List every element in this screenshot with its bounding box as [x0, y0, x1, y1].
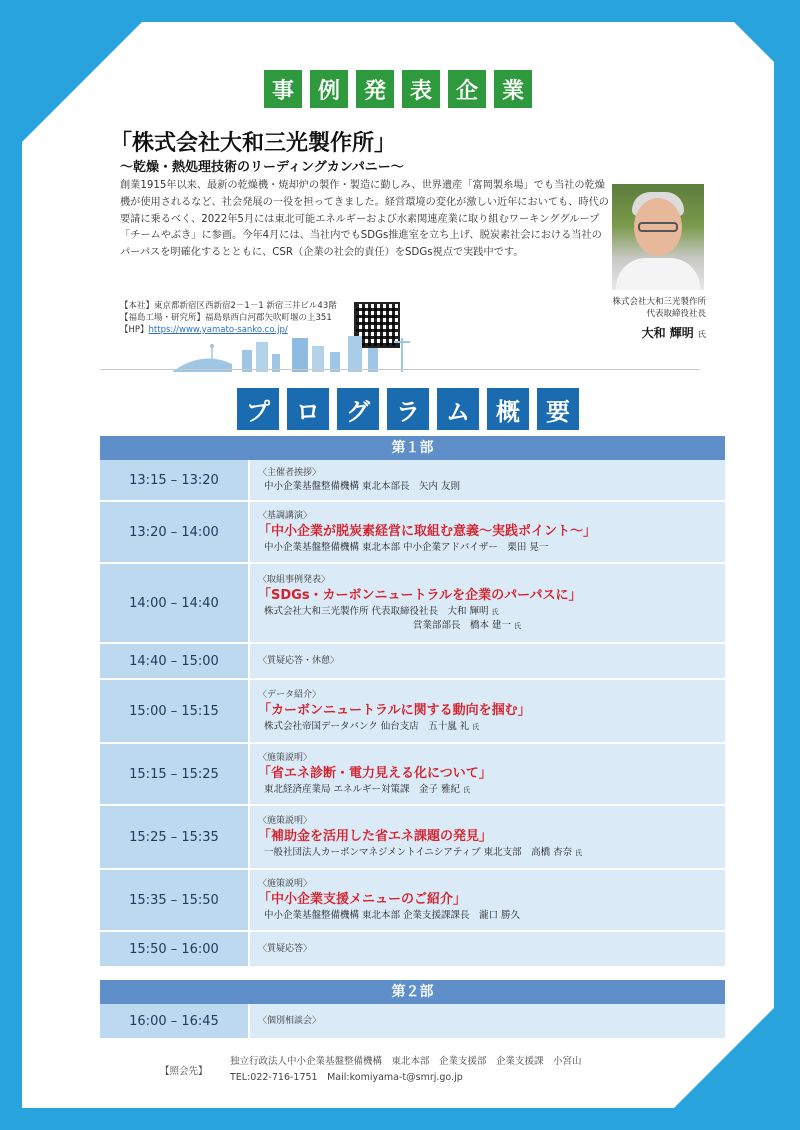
heading-char: ラ [387, 388, 429, 430]
honorific: 氏 [575, 848, 583, 857]
heading-char: プ [237, 388, 279, 430]
honorific: 氏 [491, 607, 499, 616]
contact-org: 独立行政法人中小企業基盤整備機構 東北本部 企業支援部 企業支援課 小宮山 [230, 1056, 582, 1067]
flyer-page [22, 22, 774, 1108]
section-heading-program [237, 388, 579, 430]
corner-decoration [734, 22, 774, 62]
company-name: 「株式会社大和三光製作所」 [110, 131, 397, 156]
session-time: 15:15 – 15:25 [100, 744, 250, 804]
address-factory: 【福島工場・研究所】福島県西白河郡矢吹町堰の上351 [120, 313, 332, 323]
session-time: 15:50 – 16:00 [100, 932, 250, 966]
session-time: 15:35 – 15:50 [100, 870, 250, 930]
session-speaker: 一般社団法人カーボンマネジメントイニシアティブ 東北支部 高橋 杏奈 [264, 846, 573, 858]
hp-link[interactable]: https://www.yamato-sanko.co.jp/ [148, 325, 288, 335]
session-speaker-line [258, 619, 717, 633]
session-time: 15:00 – 15:15 [100, 680, 250, 742]
session-speaker: 株式会社帝国データバンク 仙台支店 五十嵐 礼 [264, 720, 470, 732]
heading-char: 事 [264, 70, 302, 108]
company-description: 創業1915年以来、最新の乾燥機・焼却炉の製作・製造に勤しみ、世界遺産「富岡製糸場」でも当社の乾燥機が使用されるなど、社会発展の一役を担ってきました。経営環境の変化が激しい近年においても、時代の要請に乗るべく、2022年5月には東北可能エネルギーおよび水素関連産業に取り組むワーキンググループ「チームやぶき」に参画。今年4月には、当社内でもSDGs推進室を立ち上げ、脱炭素社会における当社のパーパスを明確化するとともに、CSR（企業の社会的責任）をSDGs視点で実践中です。 [120, 180, 609, 259]
session-speaker-line [258, 720, 717, 734]
heading-char: ム [437, 388, 479, 430]
session-speaker-2: 営業部部長 橋本 建一 [413, 619, 512, 631]
representative-company: 株式会社大和三光製作所 [612, 297, 706, 307]
session-type: 〈主催者挨拶〉 [258, 467, 322, 478]
schedule-row [100, 870, 725, 932]
representative-info [562, 296, 706, 320]
schedule-row [100, 806, 725, 870]
address-head-office: 【本社】東京都新宿区西新宿2－1－1 新宿三井ビル43階 [120, 301, 337, 311]
program-schedule [100, 436, 725, 1040]
representative-name-line [582, 324, 706, 341]
schedule-row [100, 460, 725, 502]
schedule-row [100, 680, 725, 744]
part-2-header: 第２部 [100, 980, 725, 1004]
session-speaker: 中小企業基盤整備機構 東北本部長 矢内 友則 [264, 480, 461, 492]
heading-char: 企 [448, 70, 486, 108]
session-speaker: 株式会社大和三光製作所 代表取締役社長 大和 輝明 [264, 605, 489, 617]
heading-char: 要 [537, 388, 579, 430]
session-type: 〈質疑応答・休憩〉 [258, 655, 340, 666]
session-time: 13:15 – 13:20 [100, 460, 250, 500]
representative-name: 大和 輝明 [641, 326, 694, 340]
honorific: 氏 [514, 621, 522, 630]
company-address [120, 300, 380, 336]
heading-char: ロ [287, 388, 329, 430]
session-speaker: 東北経済産業局 エネルギー対策課 金子 雅紀 [264, 783, 461, 795]
session-time: 13:20 – 14:00 [100, 502, 250, 562]
schedule-row [100, 502, 725, 564]
session-title: 「中小企業が脱炭素経営に取組む意義～実践ポイント～」 [258, 523, 597, 539]
representative-photo [612, 184, 704, 290]
heading-char: 業 [494, 70, 532, 108]
session-type: 〈基調講演〉 [258, 510, 313, 521]
corner-decoration [22, 22, 142, 142]
session-type: 〈施策説明〉 [258, 878, 313, 889]
session-type: 〈個別相談会〉 [258, 1015, 322, 1026]
session-speaker-line [258, 846, 717, 860]
heading-char: グ [337, 388, 379, 430]
session-time: 16:00 – 16:45 [100, 1004, 250, 1038]
session-type: 〈データ紹介〉 [258, 689, 322, 700]
session-speaker-line [258, 605, 717, 619]
session-speaker: 中小企業基盤整備機構 東北本部 企業支援課課長 瀧口 勝久 [264, 909, 521, 921]
section-heading-case-study [264, 70, 532, 108]
session-title: 「SDGs・カーボンニュートラルを企業のパーパスに」 [258, 587, 582, 603]
schedule-row [100, 644, 725, 680]
company-subtitle: ～乾燥・熱処理技術のリーディングカンパニー～ [120, 160, 404, 175]
session-speaker-line [258, 783, 717, 797]
schedule-row [100, 932, 725, 968]
representative-title: 代表取締役社長 [646, 309, 706, 319]
session-speaker: 中小企業基盤整備機構 東北本部 中小企業アドバイザー 栗田 晃一 [264, 541, 549, 553]
heading-char: 概 [487, 388, 529, 430]
heading-char: 発 [356, 70, 394, 108]
skyline-illustration [172, 332, 432, 372]
schedule-row [100, 744, 725, 806]
session-type: 〈施策説明〉 [258, 815, 313, 826]
session-title: 「省エネ診断・電力見える化について」 [258, 765, 492, 781]
part-1-header: 第１部 [100, 436, 725, 460]
session-time: 15:25 – 15:35 [100, 806, 250, 868]
schedule-row [100, 564, 725, 644]
honorific: 氏 [472, 722, 480, 731]
session-time: 14:00 – 14:40 [100, 564, 250, 642]
honorific: 氏 [463, 785, 471, 794]
session-type: 〈質疑応答〉 [258, 943, 313, 954]
hp-label: 【HP】 [120, 325, 149, 335]
contact-phone-mail[interactable]: TEL:022-716-1751 Mail:komiyama-t@smrj.go.jp [230, 1072, 463, 1083]
session-title: 「補助金を活用した省エネ課題の発見」 [258, 828, 493, 844]
session-type: 〈施策説明〉 [258, 752, 313, 763]
session-time: 14:40 – 15:00 [100, 644, 250, 678]
heading-char: 表 [402, 70, 440, 108]
schedule-row [100, 1004, 725, 1040]
contact-details [230, 1054, 582, 1086]
session-type: 〈取組事例発表〉 [258, 574, 331, 585]
session-title: 「中小企業支援メニューのご紹介」 [258, 891, 467, 907]
contact-label: 【照会先】 [160, 1066, 208, 1077]
honorific: 氏 [698, 330, 706, 339]
session-title: 「カーボンニュートラルに関する動向を掴む」 [258, 702, 531, 718]
heading-char: 例 [310, 70, 348, 108]
divider [100, 369, 700, 370]
